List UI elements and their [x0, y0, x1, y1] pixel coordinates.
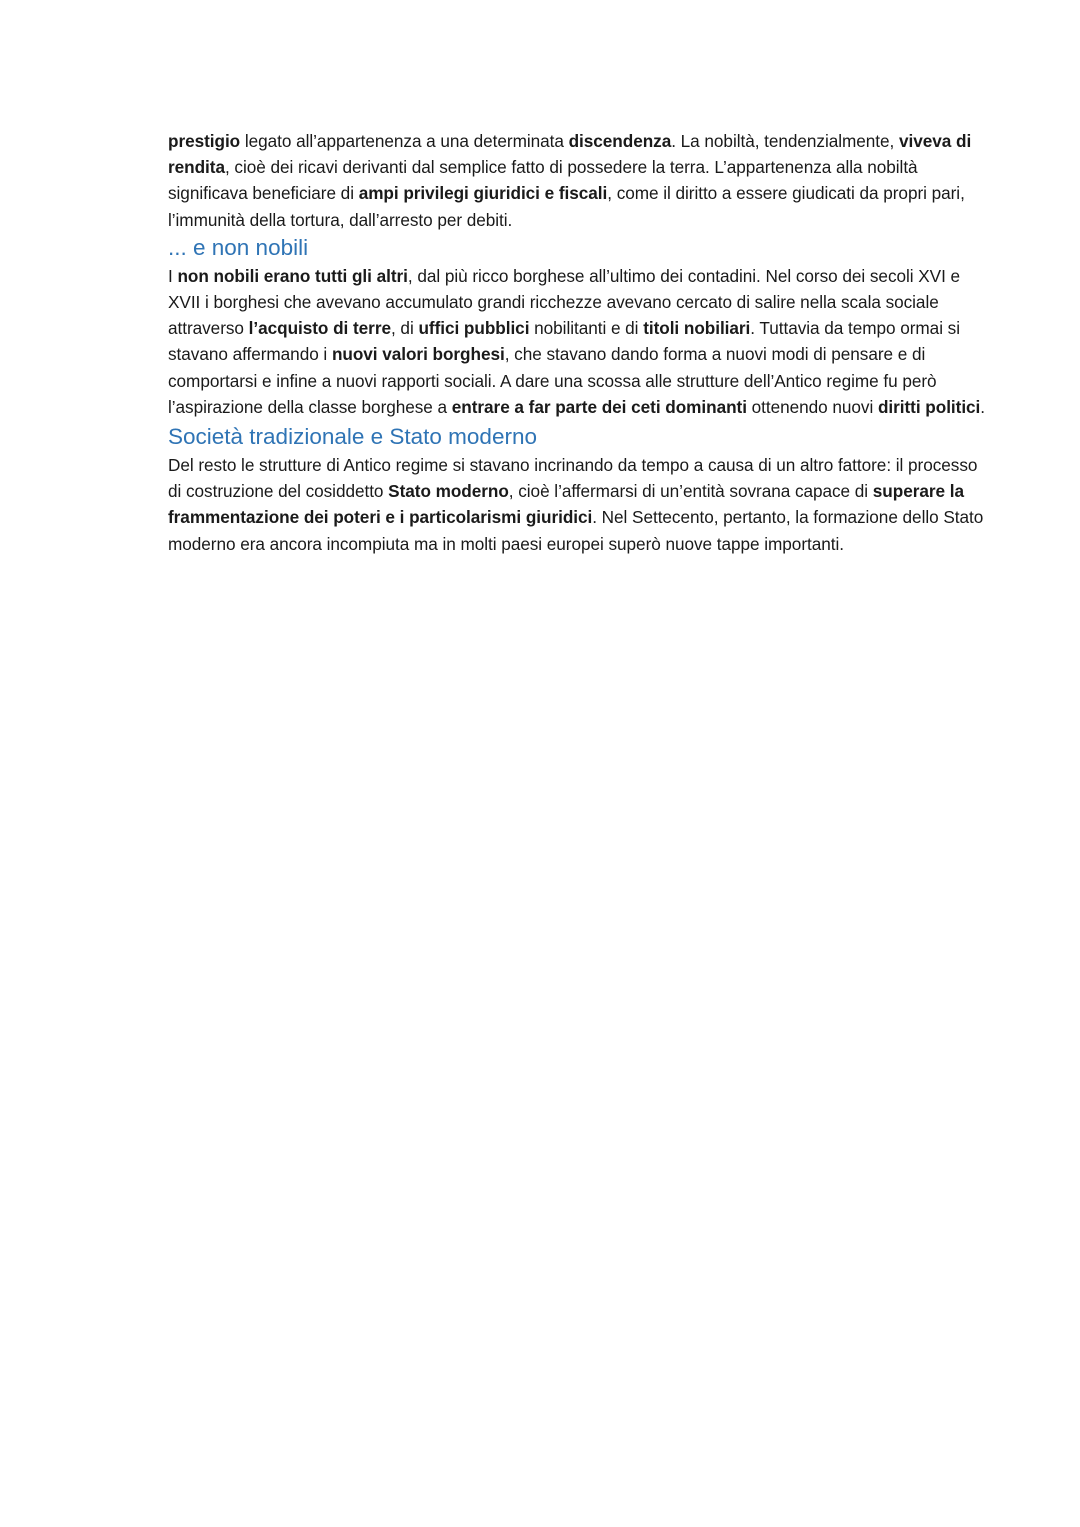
document-page	[168, 128, 988, 557]
text-run: , dal più ricco borghese all’ultimo dei contadini. Nel corso dei secoli XVI e XVII i borghesi che avevano accumulato grandi ricchezze avevano cercato di salire nella scala sociale attraverso	[168, 265, 961, 339]
text-run: .	[980, 396, 986, 417]
bold-text-run: superare la frammentazione dei poteri e i particolarismi giuridici	[168, 481, 964, 528]
text-run: nobilitanti e di	[529, 318, 644, 339]
bold-text-run: discendenza	[568, 131, 672, 151]
text-run: I	[168, 265, 178, 286]
bold-text-run: Stato moderno	[388, 481, 509, 502]
text-run: , cioè dei ricavi derivanti dal semplice fatto di possedere la terra. L’appartenenza alla nobiltà significava beneficiare di	[168, 157, 918, 204]
text-run: , di	[390, 318, 419, 339]
heading-stato-moderno: Società tradizionale e Stato moderno	[168, 424, 537, 450]
bold-text-run: entrare a far parte dei ceti dominanti	[451, 396, 747, 417]
heading-non-nobili: ... e non nobili	[168, 234, 309, 260]
paragraph-nobility	[168, 128, 988, 233]
bold-text-run: viveva di rendita	[168, 131, 972, 178]
text-run: , cioè l’affermarsi di un’entità sovrana capace di	[508, 481, 873, 502]
text-run: , che stavano dando forma a nuovi modi di pensare e di comportarsi e infine a nuovi rapporti sociali. A dare una scossa alle strutture dell’Antico regime fu però l’aspirazione della classe borghese a	[168, 344, 937, 417]
bold-text-run: uffici pubblici	[418, 318, 530, 339]
bold-text-run: titoli nobiliari	[643, 318, 751, 339]
text-run: , come il diritto a essere giudicati da propri pari, l’immunità della tortura, dall’arresto per debiti.	[168, 183, 965, 230]
bold-text-run: ampi privilegi giuridici e fiscali	[358, 183, 608, 204]
bold-text-run: diritti politici	[877, 396, 981, 417]
bold-text-run: prestigio	[168, 131, 241, 151]
bold-text-run: non nobili erano tutti gli altri	[177, 265, 408, 286]
bold-text-run: l’acquisto di terre	[248, 318, 391, 339]
paragraph-stato-moderno	[168, 452, 988, 557]
paragraph-non-nobili	[168, 263, 988, 420]
text-run: . Nel Settecento, pertanto, la formazione dello Stato moderno era ancora incompiuta ma in molti paesi europei superò nuove tappe importanti.	[168, 507, 984, 554]
text-run: . Tuttavia da tempo ormai si stavano affermando i	[168, 318, 960, 365]
text-run: ottenendo nuovi	[746, 396, 878, 417]
bold-text-run: nuovi valori borghesi	[331, 344, 505, 365]
text-run: legato all’appartenenza a una determinata	[240, 131, 569, 151]
text-run: Del resto le strutture di Antico regime si stavano incrinando da tempo a causa di un altro fattore: il processo di costruzione del cosiddetto	[168, 455, 978, 502]
text-run: . La nobiltà, tendenzialmente,	[671, 131, 899, 151]
